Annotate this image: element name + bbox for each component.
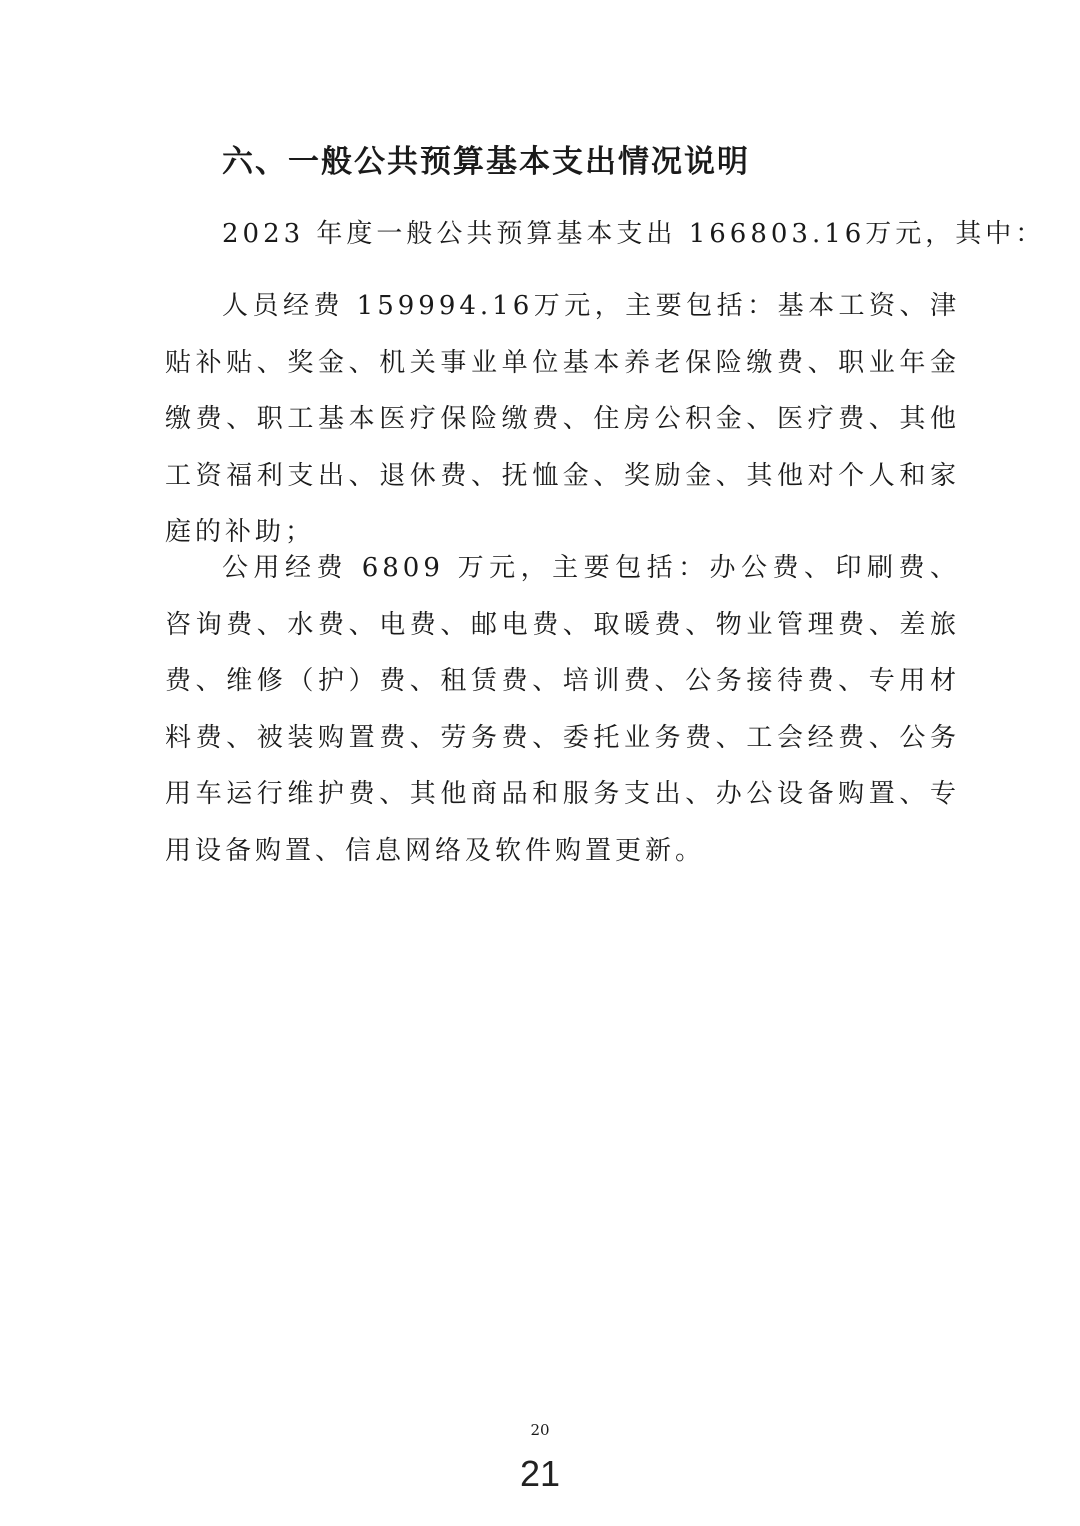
section-heading: 六、一般公共预算基本支出情况说明 — [222, 144, 750, 180]
intro-line: 2023 年度一般公共预算基本支出 166803.16万元，其中： — [222, 219, 1046, 249]
viewer-page-number: 21 — [519, 1453, 561, 1494]
personnel-expenses-paragraph: 人员经费 159994.16万元，主要包括：基本工资、津贴补贴、奖金、机关事业单位基本养老保险缴费、职业年金缴费、职工基本医疗保险缴费、住房公积金、医疗费、其他工资福利支出、退休费、抚恤金、奖励金、其他对个人和家庭的补助； — [165, 291, 960, 547]
printed-page-number: 20 — [530, 1421, 550, 1439]
public-expenses-paragraph: 公用经费 6809 万元，主要包括：办公费、印刷费、 咨询费、水费、电费、邮电费、取暖费、物业管理费、差旅费、维修（护）费、租赁费、培训费、公务接待费、专用材料费、被装购置费、劳务费、委托业务费、工会经费、公务用车运行维护费、其他商品和服务支出、办公设备购置、专用设备购置、信息网络及软件购置更新。 — [165, 553, 960, 866]
